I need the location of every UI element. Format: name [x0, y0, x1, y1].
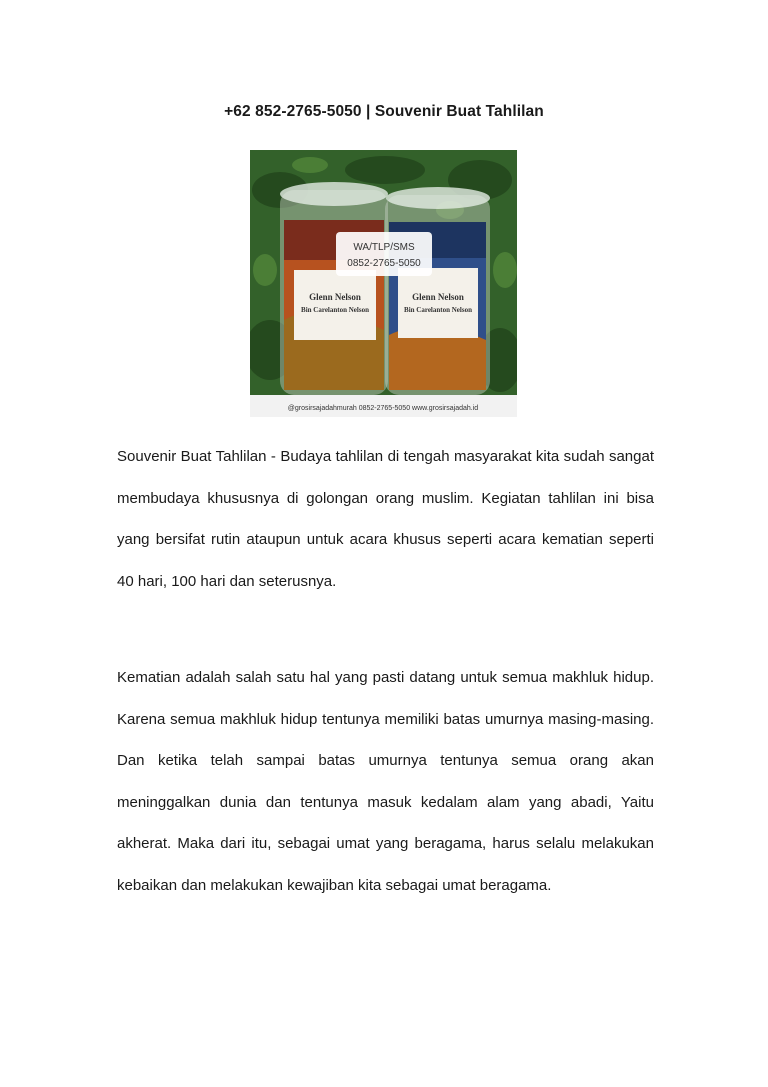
sticker-phone: 0852-2765-5050 [347, 258, 421, 269]
photo-footer-text: @grosirsajadahmurah 0852-2765-5050 www.grosirsajadah.id [287, 405, 479, 412]
paragraph-intro: Souvenir Buat Tahlilan - Budaya tahlilan di tengah masyarakat kita sudah sangat membudaya khususnya di golongan orang muslim. Kegiatan tahlilan ini bisa yang bersifat rutin ataupun untuk acara khusus seperti acara kematian seperti 40 hari, 100 hari dan seterusnya. [117, 448, 654, 590]
jar-label-subname: Bin Carelanton Nelson [301, 306, 369, 314]
souvenir-jars-image [250, 150, 517, 417]
page-title: +62 852-2765-5050 | Souvenir Buat Tahlilan [224, 103, 544, 120]
product-photo [250, 150, 517, 417]
jar-label-name: Glenn Nelson [412, 292, 464, 302]
jar-label-name: Glenn Nelson [309, 292, 361, 302]
paragraph-body: Kematian adalah salah satu hal yang pasti datang untuk semua makhluk hidup. Karena semua makhluk hidup tentunya memiliki batas umurnya masing-masing. Dan ketika telah sampai batas umurnya tentunya semua orang akan meninggalkan dunia dan tentunya masuk kedalam alam yang abadi, Yaitu akherat. Maka dari itu, sebagai umat yang beragama, harus selalu melakukan kebaikan dan melakukan kewajiban kita sebagai umat beragama. [117, 669, 654, 894]
sticker-header: WA/TLP/SMS [353, 242, 415, 253]
jar-label-subname: Bin Carelanton Nelson [404, 306, 472, 314]
